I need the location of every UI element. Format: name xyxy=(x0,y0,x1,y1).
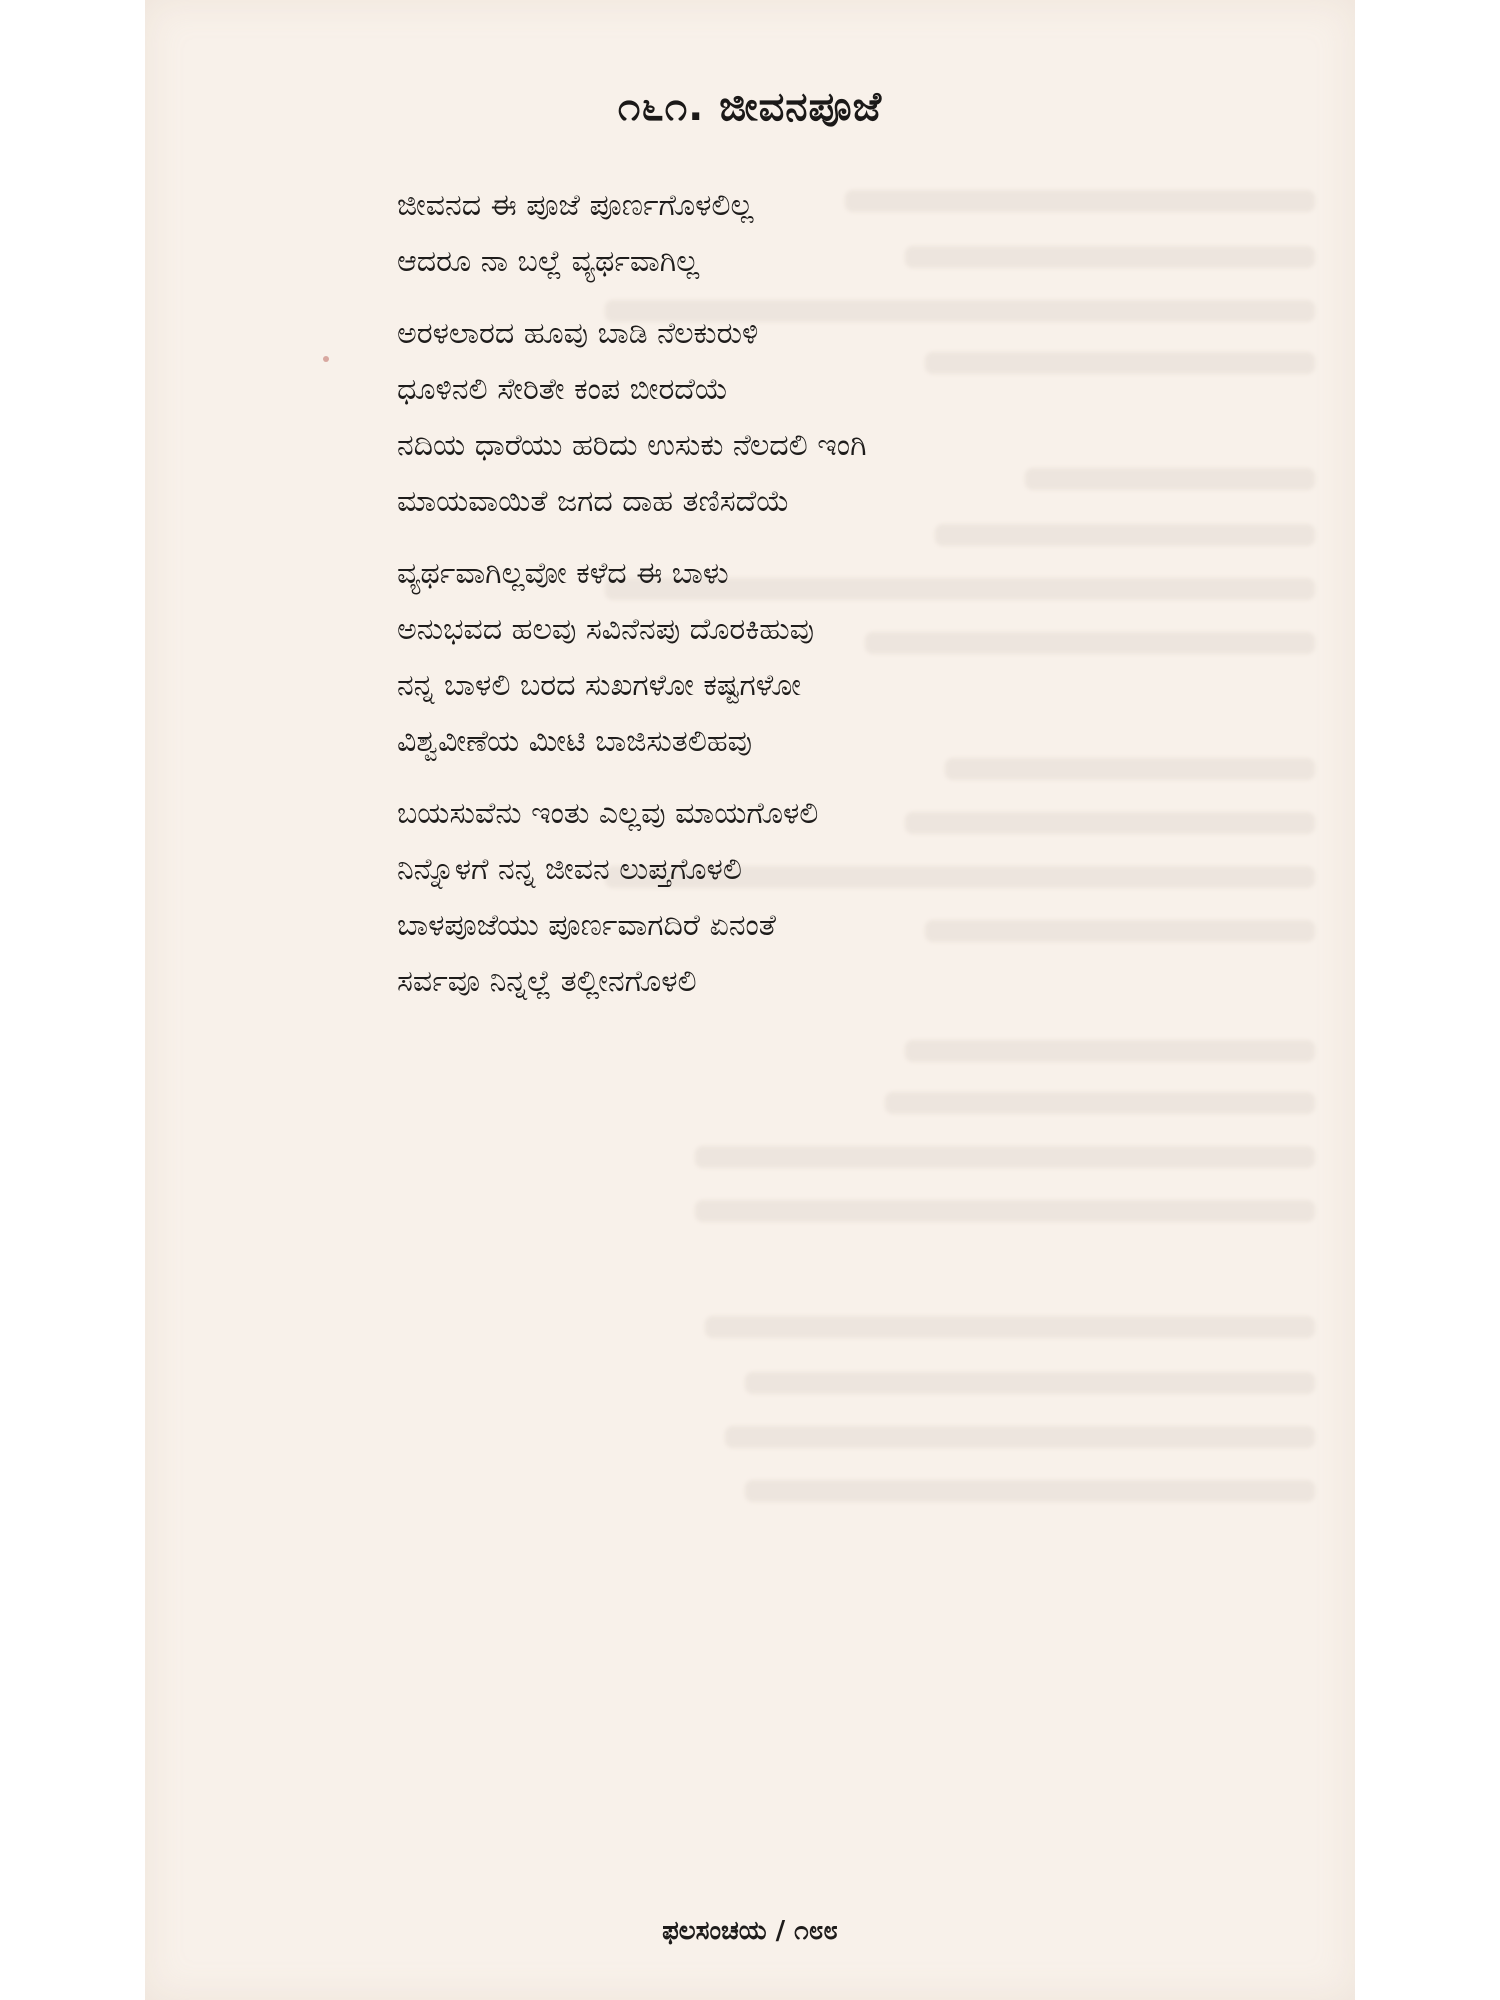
book-page xyxy=(145,0,1355,2000)
poem-line: ನದಿಯ ಧಾರೆಯು ಹರಿದು ಉಸುಕು ನೆಲದಲಿ ಇಂಗಿ xyxy=(397,428,867,463)
paper-speck xyxy=(323,356,329,362)
poem-line: ಜೀವನದ ಈ ಪೂಜೆ ಪೂರ್ಣಗೊಳಲಿಲ್ಲ xyxy=(397,188,754,223)
stanza xyxy=(397,178,867,290)
stanza xyxy=(397,546,867,770)
poem-title: ೧೬೧. ಜೀವನಪೂಜೆ xyxy=(617,84,883,130)
poem-line: ವಿಶ್ವವೀಣೆಯ ಮೀಟಿ ಬಾಜಿಸುತಲಿಹವು xyxy=(397,724,753,759)
poem-body xyxy=(397,178,867,1026)
poem-line: ಆದರೂ ನಾ ಬಲ್ಲೆ ವ್ಯರ್ಥವಾಗಿಲ್ಲ xyxy=(397,244,700,279)
poem-line: ಸರ್ವವೂ ನಿನ್ನಲ್ಲೆ ತಲ್ಲೀನಗೊಳಲಿ xyxy=(397,964,697,999)
poem-line: ಮಾಯವಾಯಿತೆ ಜಗದ ದಾಹ ತಣಿಸದೆಯೆ xyxy=(397,484,790,519)
poem-line: ನನ್ನ ಬಾಳಲಿ ಬರದ ಸುಖಗಳೋ ಕಷ್ಟಗಳೋ xyxy=(397,668,801,703)
poem-line: ಬಯಸುವೆನು ಇಂತು ಎಲ್ಲವು ಮಾಯಗೊಳಲಿ xyxy=(397,796,819,831)
stanza xyxy=(397,306,867,530)
poem-line: ಧೂಳಿನಲಿ ಸೇರಿತೇ ಕಂಪ ಬೀರದೆಯೆ xyxy=(397,372,729,407)
poem-line: ವ್ಯರ್ಥವಾಗಿಲ್ಲವೋ ಕಳೆದ ಈ ಬಾಳು xyxy=(397,556,729,591)
poem-line: ಅನುಭವದ ಹಲವು ಸವಿನೆನಪು ದೊರಕಿಹುವು xyxy=(397,612,815,647)
page-footer: ಫಲಸಂಚಯ / ೧೮೮ xyxy=(662,1916,838,1946)
poem-line: ಅರಳಲಾರದ ಹೂವು ಬಾಡಿ ನೆಲಕುರುಳಿ xyxy=(397,316,759,351)
poem-line: ನಿನ್ನೊಳಗೆ ನನ್ನ ಜೀವನ ಲುಪ್ತಗೊಳಲಿ xyxy=(397,852,742,887)
poem-line: ಬಾಳಪೂಜೆಯು ಪೂರ್ಣವಾಗದಿರೆ ಏನಂತೆ xyxy=(397,908,776,943)
stanza xyxy=(397,786,867,1010)
